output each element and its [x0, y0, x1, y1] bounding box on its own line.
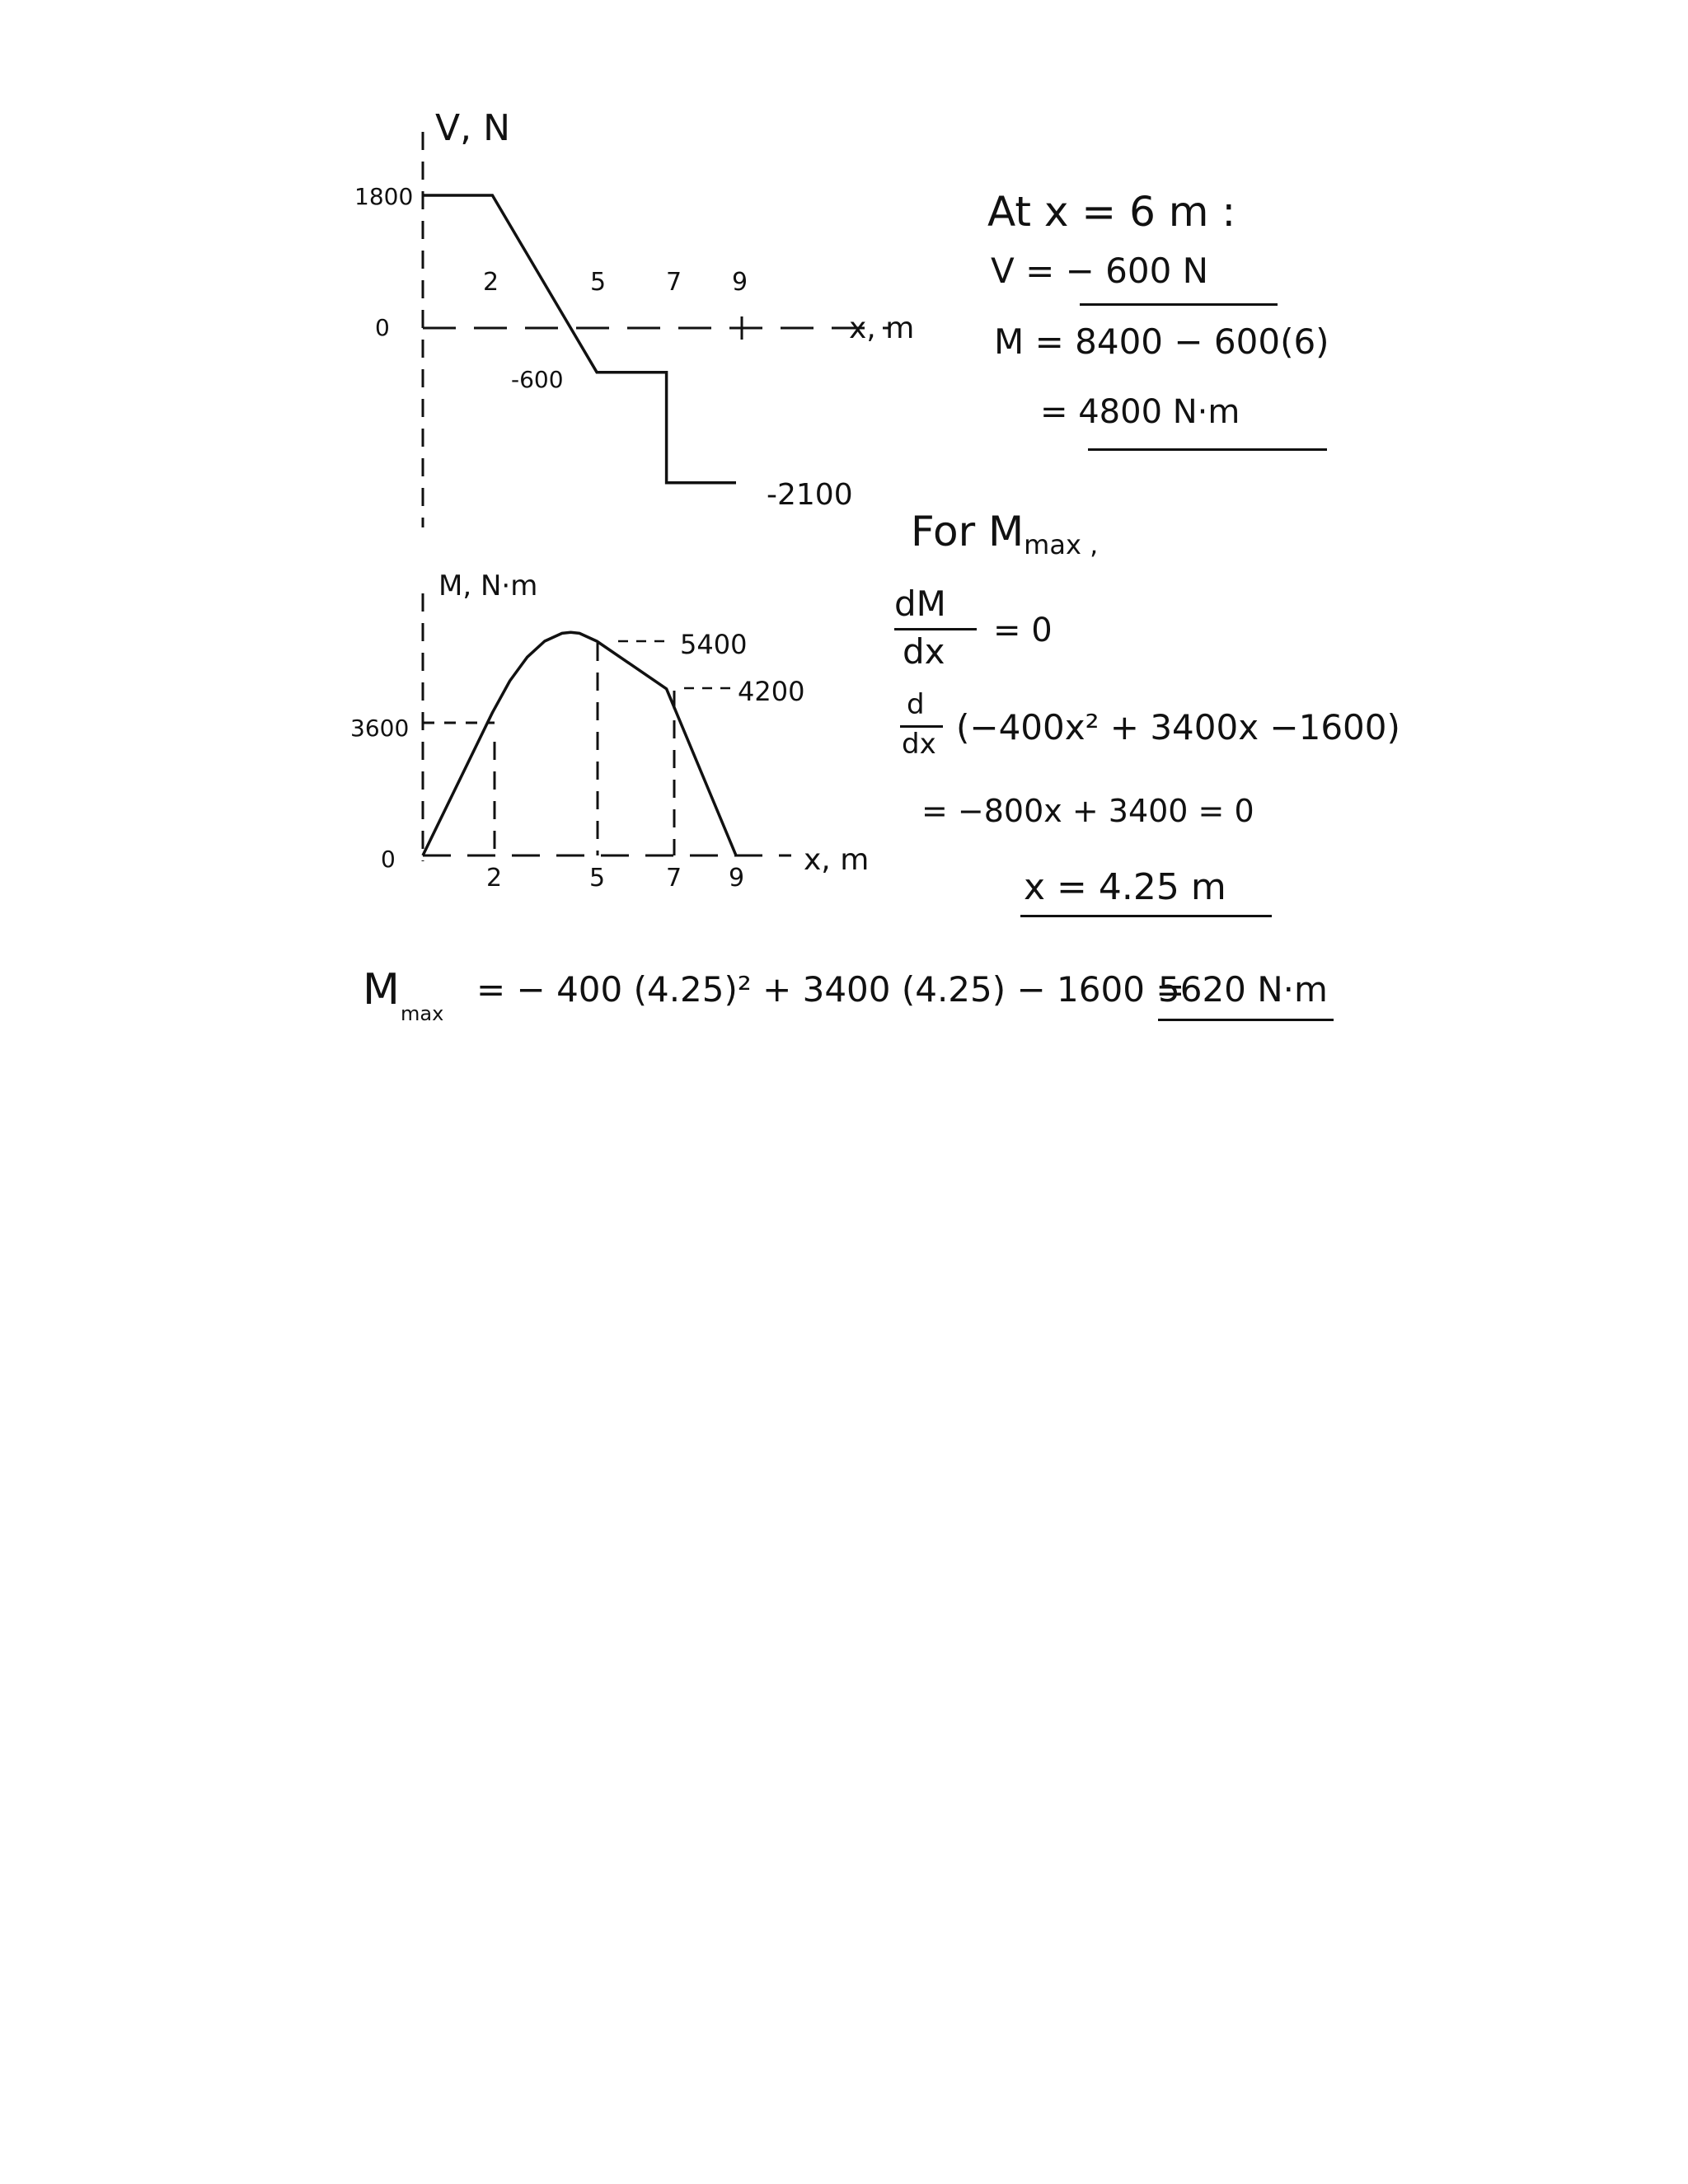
- moment-label-5400: 5400: [680, 629, 748, 660]
- moment-tick-0: 0: [381, 846, 396, 873]
- shear-tick-0: 0: [375, 314, 390, 341]
- deriv-expression: (−400x² + 3400x −1600): [956, 707, 1400, 748]
- shear-x-tick-2: 2: [483, 268, 499, 297]
- frac-d-num: d: [907, 688, 925, 721]
- shear-label-neg2100: -2100: [767, 478, 853, 512]
- mmax-value: 5620 N·m: [1158, 969, 1328, 1010]
- moment-diagram: [0, 0, 1688, 1071]
- shear-x-tick-7: 7: [666, 268, 682, 297]
- shear-tick-1800: 1800: [354, 183, 414, 210]
- moment-axis-label-x: x, m: [804, 843, 870, 877]
- shear-axis-label-x: x, m: [849, 312, 915, 345]
- note-moment-expr: M = 8400 − 600(6): [994, 321, 1329, 362]
- mmax-sub: max: [401, 1002, 444, 1025]
- note-at-x6: At x = 6 m :: [987, 188, 1236, 236]
- moment-curve: [423, 632, 736, 855]
- frac-d-den: dx: [902, 728, 936, 761]
- moment-x-tick-9: 9: [729, 864, 745, 893]
- for-mmax-sub: max ,: [1024, 529, 1099, 560]
- frac-dm-den: dx: [903, 631, 945, 672]
- note-moment-result: = 4800 N·m: [1040, 393, 1240, 431]
- moment-axis-label-y: M, N·m: [438, 569, 538, 602]
- deriv-result: = −800x + 3400 = 0: [921, 793, 1254, 829]
- x-result: x = 4.25 m: [1024, 866, 1226, 908]
- for-mmax-text: For M: [911, 508, 1025, 555]
- shear-x-tick-9: 9: [732, 268, 748, 297]
- frac-dm-bar: [894, 628, 977, 630]
- dmdx-equals: = 0: [993, 612, 1053, 649]
- moment-x-tick-5: 5: [589, 864, 606, 893]
- frac-dm-num: dM: [894, 583, 946, 624]
- moment-label-4200: 4200: [738, 676, 805, 707]
- note-for-mmax: [911, 508, 1099, 560]
- moment-x-tick-7: 7: [666, 864, 682, 893]
- shear-label-neg600: -600: [511, 366, 564, 393]
- note-shear-value: V = − 600 N: [991, 251, 1209, 291]
- mmax-label: M: [363, 965, 400, 1015]
- moment-x-tick-2: 2: [486, 864, 503, 893]
- underline-moment-result: [1088, 448, 1327, 451]
- underline-shear-value: [1080, 303, 1278, 306]
- underline-x-result: [1020, 915, 1272, 917]
- shear-x-tick-5: 5: [590, 268, 607, 297]
- mmax-expression: = − 400 (4.25)² + 3400 (4.25) − 1600 =: [476, 969, 1185, 1010]
- shear-axis-label-y: V, N: [435, 107, 510, 149]
- underline-mmax-value: [1158, 1019, 1334, 1021]
- moment-tick-3600: 3600: [350, 715, 410, 742]
